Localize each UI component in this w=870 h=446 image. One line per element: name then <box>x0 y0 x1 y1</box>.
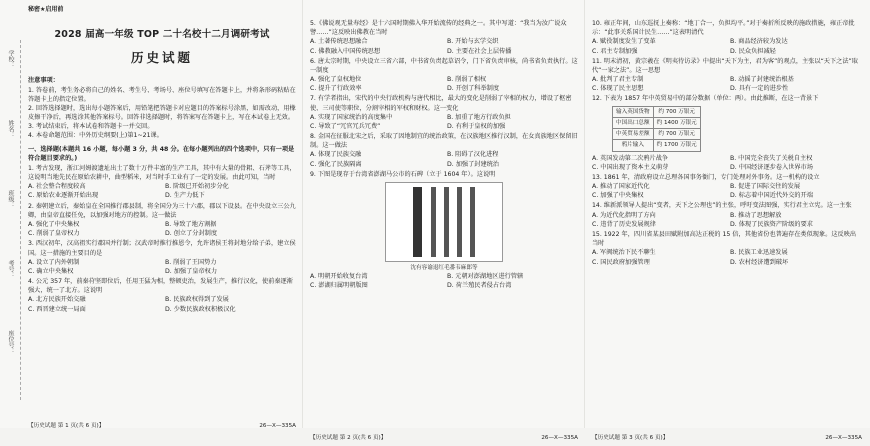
table-cell: 约 1700 万银元 <box>653 140 700 151</box>
table-row <box>613 106 701 117</box>
option-b: B. 削弱了王国势力 <box>165 258 217 266</box>
table-cell: 中国出口总额 <box>613 117 654 128</box>
option-c: C. 违背了历史发展规律 <box>592 220 656 228</box>
question-stem: 12. 下表为 1857 年中英贸易中的部分数据（单位：两）。由此推断，在这一背景下 <box>592 95 819 103</box>
margin-label-school: 学校： <box>7 50 14 68</box>
table-row <box>613 129 701 140</box>
option-c: C. 强化了民族隔离 <box>310 160 362 168</box>
notice-2: 2. 回答选择题时，选出每小题答案后，用铅笔把答题卡对应题目的答案标号涂黑，如需改动，用橡皮擦干净后，再选涂其他答案标号。回答非选择题时，将答案写在答题卡上，写在本试卷上无效。 <box>28 104 296 122</box>
option-d: D. 农村经济遭到破坏 <box>730 258 789 266</box>
question-3 <box>28 239 296 276</box>
stele-image <box>385 182 503 262</box>
option-c: C. 国民政府加强管理 <box>592 258 650 266</box>
question-14 <box>592 201 862 229</box>
option-c: C. 体现了民主思想 <box>592 85 644 93</box>
question-2 <box>28 202 296 239</box>
option-d: D. 少数民族政权积极汉化 <box>165 305 236 313</box>
question-1 <box>28 164 296 201</box>
subject-title: 历史试题 <box>130 49 193 65</box>
option-d: D. 具有一定的进步性 <box>730 85 789 93</box>
table-row <box>613 117 701 128</box>
question-stem: 5.《佛说观无量寿经》是十六国时期佛入华开始流传的经典之一。其中写道：“我当为汝广说众譬……”这反映出佛教在当时 <box>310 20 567 37</box>
exam-title: 2028 届高一年级 TOP 二十名校十二月调研考试 <box>54 28 270 40</box>
option-a: A. 土著传统思想融合 <box>310 38 368 46</box>
page-footer <box>592 434 862 442</box>
footer-page-label: 【历史试题 第 1 页(共 6 页)】 <box>28 422 105 429</box>
margin-label-examno: 考号： <box>7 260 14 278</box>
footer-page-label: 【历史试题 第 2 页(共 6 页)】 <box>310 434 387 441</box>
option-b: B. 民族工业迅速发展 <box>730 249 788 257</box>
notice-4: 4. 本卷命题范围：中外历史纲要(上)第1~21课。 <box>28 132 163 140</box>
option-a: A. 设立了内外朝制 <box>28 258 80 266</box>
table-cell: 约 1400 万银元 <box>653 117 700 128</box>
table-cell: 输入英国货物 <box>613 106 654 117</box>
question-stem: 8. 金国在征服北宋之后，采取了因地制宜的统治政策，在汉族地区推行汉制，在女真族地区保留旧制。这一做法 <box>310 133 578 150</box>
stele-caption: 沈有容谕退红毛番韦麻郎等 <box>410 264 478 271</box>
option-b: B. 推动了思想解放 <box>730 211 782 219</box>
question-stem: 15. 1922 年，四川省某县田赋附加高达正税的 15 倍，其他省份也普遍存在类似现象。这反映出当时 <box>592 230 857 248</box>
secret-label: 秘密★启用前 <box>28 6 64 13</box>
option-c: C. 提升了行政效率 <box>310 85 362 93</box>
option-a: A. 明朝开始收复台湾 <box>310 273 368 281</box>
cut-line <box>20 40 21 400</box>
question-stem: 6. 唐太宗时期，中央设立三省六部，中书省负责起草诏令，门下省负责审核，尚书省负责执行。这一制度 <box>310 57 578 74</box>
stele-column <box>444 187 449 257</box>
option-b: B. 促进了国际交往的发展 <box>730 183 801 191</box>
option-c: C. 加强了中央集权 <box>592 192 644 200</box>
option-d: D. 主要在社会上层传播 <box>447 47 512 55</box>
margin-label-name: 姓名： <box>7 120 14 138</box>
stele-column <box>431 187 436 257</box>
stele-column <box>470 187 475 257</box>
option-b: B. 加重了地方行政负担 <box>447 113 511 121</box>
footer-code: 26—X—335A <box>541 434 578 441</box>
margin-label-class: 班级： <box>7 190 14 208</box>
option-d: D. 创立了分封制度 <box>165 230 218 238</box>
option-d: D. 中国经济逐步卷入世界市场 <box>730 163 813 171</box>
notice-1: 1. 答卷前，考生务必将自己的姓名、考生号、考场号、座位号填写在答题卡上，并将条形码粘贴在答题卡上的指定位置。 <box>28 86 296 103</box>
question-9 <box>310 170 578 291</box>
page-3 <box>592 0 862 446</box>
option-a: A. 强化了中央集权 <box>28 221 80 228</box>
page-2 <box>310 0 578 446</box>
question-stem: 4. 公元 357 年，前秦苻坚即位后，任用王猛为相，整顿吏治，发展生产，推行汉化，使前秦逐渐强大，统一了北方。这说明 <box>28 278 293 295</box>
option-c: C. 中国出现了资本主义萌芽 <box>592 163 669 171</box>
option-d: D. 标志着中国近代外交的开端 <box>730 192 813 200</box>
question-stem: 7. 有学者指出，宋代的中央行政机构与唐代相比，最大的变化是削弱了宰相的权力，增设了枢密使、三司使等职位，分割宰相的军权和财权。这一变化 <box>310 95 572 112</box>
question-stem: 10. 雍正年间，山东巡抚上奏称：“地丁合一，负担均平。”对于奏折所反映的施政措施，雍正帝批示：“此事关系国计民生……”这表明清代 <box>592 20 855 37</box>
option-b: B. 元朝对澎湖地区进行管辖 <box>447 273 524 281</box>
question-stem: 9. 下图是现存于台湾省澎湖马公市的石碑（立于 1604 年）。这说明 <box>310 170 496 178</box>
option-c: C. 削弱了皇帝权力 <box>28 230 80 238</box>
option-a: A. 体现了民族交融 <box>310 151 362 159</box>
option-c: C. 原始农业逐渐开始出现 <box>28 192 99 200</box>
option-b: B. 民族政权得到了发展 <box>165 296 229 304</box>
question-15 <box>592 230 862 267</box>
option-d: D. 民众负担减轻 <box>730 47 776 55</box>
page-divider <box>302 0 303 428</box>
footer-page-label: 【历史试题 第 3 页(共 6 页)】 <box>592 434 669 441</box>
option-b: B. 开始与玄学交织 <box>447 38 499 46</box>
question-10 <box>592 19 862 56</box>
option-d: D. 开创了科举制度 <box>447 85 500 93</box>
option-b: B. 中国完全丧失了关税自主权 <box>730 154 813 162</box>
question-stem: 2. 秦朝建立后，秦始皇在全国推行郡县制，将全国分为三十六郡，郡以下设县。在中央设立三公九卿，由皇帝直接任免，以加强对地方的控制。这一做法 <box>28 202 296 219</box>
option-d: D. 生产力低下 <box>165 192 205 200</box>
stele-column <box>413 187 422 257</box>
page-divider <box>584 0 585 428</box>
option-b: B. 阶级已开始初步分化 <box>165 183 229 191</box>
option-a: A. 实现了国家统治的高度集中 <box>310 113 393 121</box>
question-13 <box>592 173 862 201</box>
question-stem: 1. 考古发现，浙江河姆渡遗址出土了数十万件丰富的生产工具，其中有大量的骨耜、石斧等工具，这说明当地先民在原始农耕中，曲型稻米，对当时手工业有了一定的发展。由此可知，当时 <box>28 164 296 182</box>
margin-label-seat: 座位号： <box>7 330 14 354</box>
binding-margin <box>0 0 24 428</box>
option-d: D. 加强了封建统治 <box>447 160 500 168</box>
option-d: D. 体现了民族资产阶级的要求 <box>730 220 813 228</box>
option-a: A. 为近代化指明了方向 <box>592 211 656 219</box>
question-12 <box>592 94 862 172</box>
notice-3: 3. 考试结束后，将本试卷和答题卡一并交回。 <box>28 123 154 131</box>
question-11 <box>592 57 862 94</box>
option-d: D. 有利于皇权的加强 <box>447 122 506 130</box>
option-a: A. 北方民族开始交融 <box>28 296 86 304</box>
option-a: A. 军阀统治下民不聊生 <box>592 249 656 257</box>
question-stem: 11. 明末清初，黄宗羲在《明夷待访录》中提出“天下为主，君为客”的观点，主张以“天下之法”取代“一家之法”。这一思想 <box>592 57 858 74</box>
option-c: C. 西晋建立统一局面 <box>28 305 86 313</box>
page-footer <box>28 422 296 430</box>
option-b: B. 商品经济较为发达 <box>730 38 788 46</box>
option-c: C. 导致了“冗官冗兵冗费” <box>310 122 381 130</box>
question-4 <box>28 277 296 314</box>
option-a: A. 强化了皇权地位 <box>310 76 362 84</box>
option-a: A. 英国发动第二次鸦片战争 <box>592 154 669 162</box>
option-a: A. 赋役制度发生了变革 <box>592 38 656 46</box>
question-stem: 14. 维新派领导人提出“变者，天下之公理也”的主张，呼吁变法图强，实行君主立宪。这一主张 <box>592 202 852 210</box>
question-7 <box>310 94 578 131</box>
option-b: B. 阻碍了汉化进程 <box>447 151 499 159</box>
question-8 <box>310 132 578 169</box>
table-cell: 鸦片输入 <box>613 140 654 151</box>
page-footer <box>310 434 578 442</box>
section-title: 一、选择题(本题共 16 小题，每小题 3 分，共 48 分。在每小题列出的四个选项中，只有一项是符合题目要求的。) <box>28 145 295 162</box>
option-c: C. 澎湖归属明朝版图 <box>310 282 368 290</box>
notice-title: 注意事项： <box>28 77 59 85</box>
option-c: C. 确立中央集权 <box>28 267 74 275</box>
table-cell: 约 700 万银元 <box>653 106 700 117</box>
table-cell: 中英贸易差额 <box>613 129 654 140</box>
option-b: B. 动摇了封建统治根基 <box>730 76 794 84</box>
option-b: B. 削弱了相权 <box>447 76 487 84</box>
table-cell: 约 700 万银元 <box>653 129 700 140</box>
question-stem: 13. 1861 年，清政府设立总理各国事务衙门，专门处理对外事务。这一机构的设立 <box>592 173 820 181</box>
page-1 <box>28 0 296 434</box>
table-row <box>613 140 701 151</box>
trade-table <box>612 106 701 152</box>
option-a: A. 推动了国家近代化 <box>592 183 650 191</box>
footer-code: 26—X—335A <box>825 434 862 441</box>
question-stem: 3. 西汉初年，汉高祖实行郡国并行制；汉武帝时推行推恩令，允许诸侯王将封地分给子弟，建立侯国。这一措施的主要目的是 <box>28 240 296 257</box>
question-5 <box>310 19 578 56</box>
option-c: C. 佛教融入中国传统思想 <box>310 47 381 55</box>
stele-column <box>457 187 462 257</box>
option-a: A. 批判了君主专制 <box>592 76 644 84</box>
option-c: C. 君主专制加强 <box>592 47 638 55</box>
option-a: A. 社会整合程度较高 <box>28 183 86 191</box>
footer-code: 26—X—335A <box>259 422 296 429</box>
option-d: D. 加强了皇帝权力 <box>165 267 218 275</box>
option-b: B. 导致了地方割据 <box>165 221 217 228</box>
option-d: D. 荷兰殖民者侵占台湾 <box>447 282 512 290</box>
question-6 <box>310 57 578 94</box>
